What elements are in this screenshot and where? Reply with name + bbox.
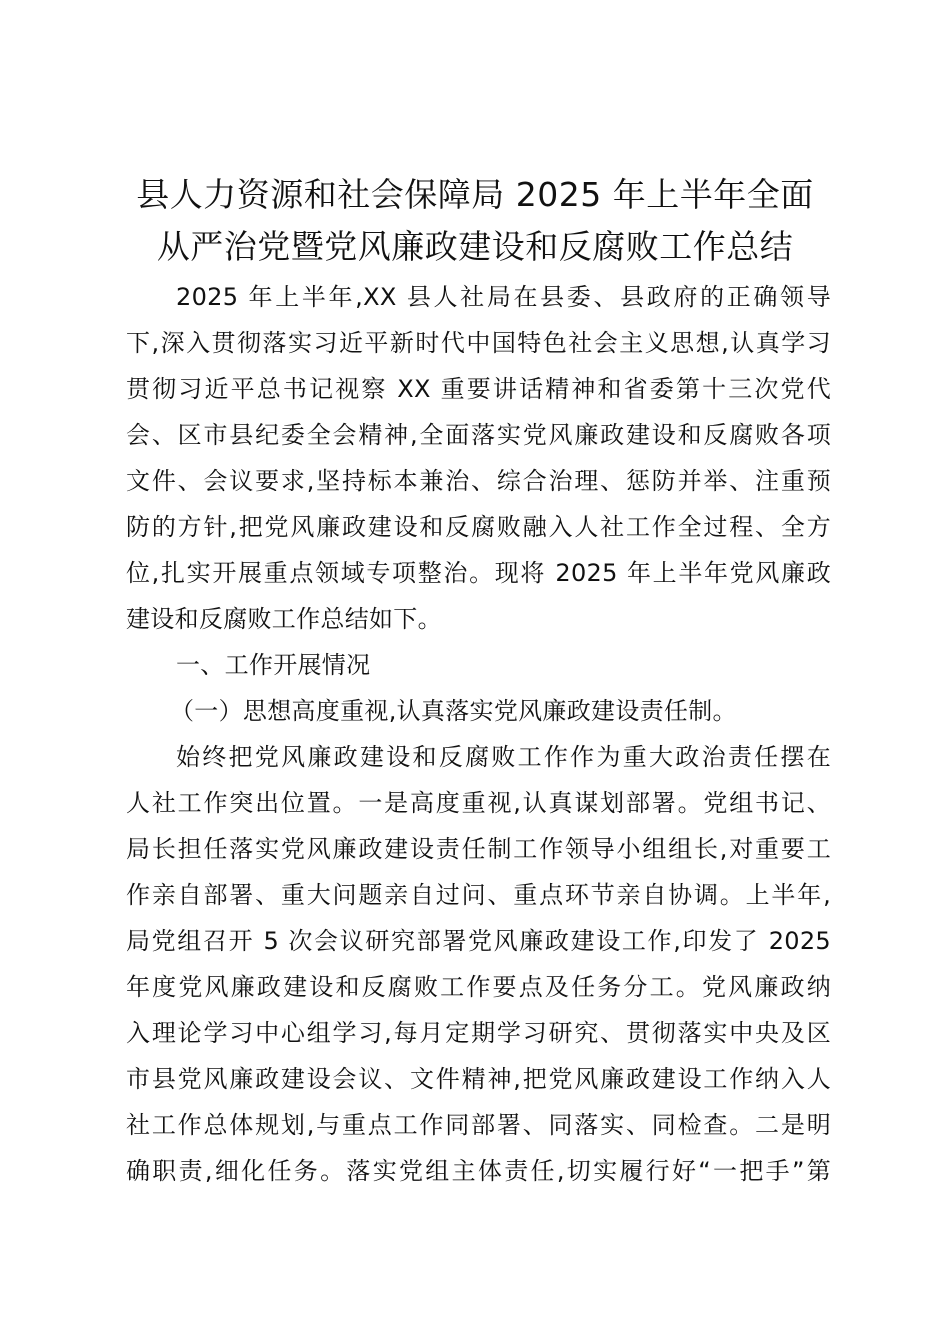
section-heading: 一、工作开展情况 <box>176 651 371 679</box>
intro-paragraph-line: 防的方针,把党风廉政建设和反腐败融入人社工作全过程、全方 <box>126 513 831 541</box>
intro-paragraph-line: 下,深入贯彻落实习近平新时代中国特色社会主义思想,认真学习 <box>126 329 831 357</box>
body-paragraph-line: 局党组召开 5 次会议研究部署党风廉政建设工作,印发了 2025 <box>126 927 831 955</box>
body-paragraph-line: 社工作总体规划,与重点工作同部署、同落实、同检查。二是明 <box>126 1111 831 1139</box>
document-title-line-2: 从严治党暨党风廉政建设和反腐败工作总结 <box>156 227 794 266</box>
body-paragraph-line: 确职责,细化任务。落实党组主体责任,切实履行好“一把手”第 <box>126 1157 831 1185</box>
document-title-line-1: 县人力资源和社会保障局 2025 年上半年全面 <box>136 175 814 214</box>
intro-paragraph-line: 2025 年上半年,XX 县人社局在县委、县政府的正确领导 <box>176 283 831 311</box>
body-paragraph-line: 市县党风廉政建设会议、文件精神,把党风廉政建设工作纳入人 <box>126 1065 831 1093</box>
intro-paragraph-line: 贯彻习近平总书记视察 XX 重要讲话精神和省委第十三次党代 <box>126 375 831 403</box>
intro-paragraph-line: 建设和反腐败工作总结如下。 <box>126 605 442 633</box>
body-paragraph-line: 始终把党风廉政建设和反腐败工作作为重大政治责任摆在 <box>176 743 831 771</box>
body-paragraph-line: 年度党风廉政建设和反腐败工作要点及任务分工。党风廉政纳 <box>126 973 831 1001</box>
body-paragraph-line: 人社工作突出位置。一是高度重视,认真谋划部署。党组书记、 <box>126 789 831 817</box>
body-paragraph-line: 作亲自部署、重大问题亲自过问、重点环节亲自协调。上半年, <box>126 881 831 909</box>
body-paragraph-line: 入理论学习中心组学习,每月定期学习研究、贯彻落实中央及区 <box>126 1019 831 1047</box>
intro-paragraph-line: 位,扎实开展重点领域专项整治。现将 2025 年上半年党风廉政 <box>126 559 831 587</box>
subsection-heading: （一）思想高度重视,认真落实党风廉政建设责任制。 <box>170 697 737 725</box>
body-paragraph-line: 局长担任落实党风廉政建设责任制工作领导小组组长,对重要工 <box>126 835 831 863</box>
intro-paragraph-line: 会、区市县纪委全会精神,全面落实党风廉政建设和反腐败各项 <box>126 421 831 449</box>
intro-paragraph-line: 文件、会议要求,坚持标本兼治、综合治理、惩防并举、注重预 <box>126 467 831 495</box>
